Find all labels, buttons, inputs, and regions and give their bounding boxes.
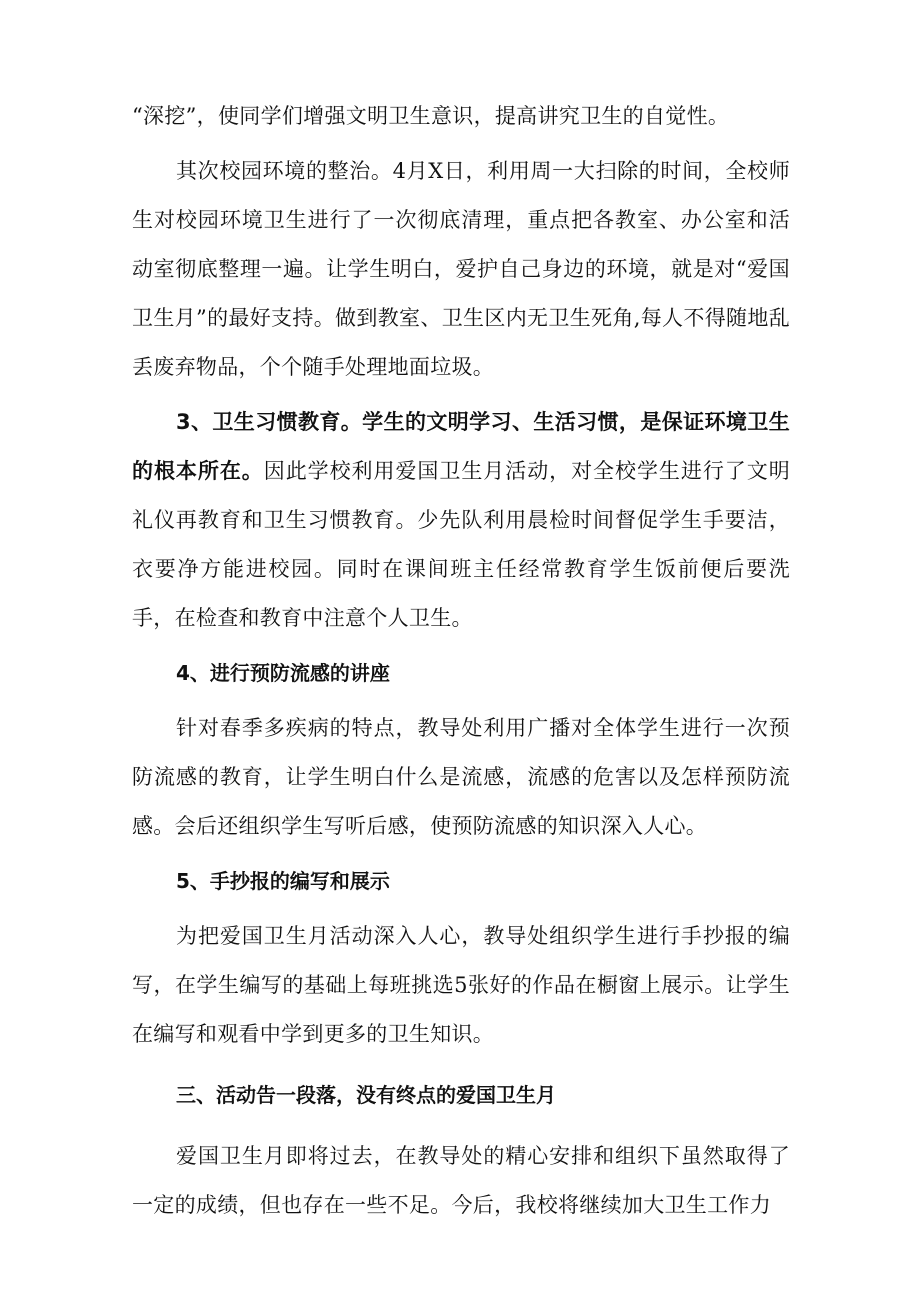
paragraph-handwritten-newspaper: 为把爱国卫生月活动深入人心，教导处组织学生进行手抄报的编写，在学生编写的基础上每班挑选5张好的作品在橱窗上展示。让学生在编写和观看中学到更多的卫生知识。 xyxy=(132,924,790,1046)
section-heading-handwritten-newspaper: 5、手抄报的编写和展示 xyxy=(176,869,390,893)
section-heading-conclusion: 三、活动告一段落，没有终点的爱国卫生月 xyxy=(176,1083,556,1107)
paragraph-conclusion: 爱国卫生月即将过去，在教导处的精心安排和组织下虽然取得了一定的成绩，但也存在一些不足。今后，我校将继续加大卫生工作力 xyxy=(132,1144,790,1217)
section-heading-flu-lecture: 4、进行预防流感的讲座 xyxy=(176,661,390,685)
paragraph-hygiene-habits-body: 因此学校利用爱国卫生月活动，对全校学生进行了文明礼仪再教育和卫生习惯教育。少先队利用晨检时间督促学生手要洁，衣要净方能进校园。同时在课间班主任经常教育学生饭前便后要洗手，在检查和教育中注意个人卫生。 xyxy=(132,459,790,630)
paragraph-flu-lecture: 针对春季多疾病的特点，教导处利用广播对全体学生进行一次预防流感的教育，让学生明白什么是流感，流感的危害以及怎样预防流感。会后还组织学生写听后感，使预防流感的知识深入人心。 xyxy=(132,716,790,838)
paragraph-hygiene-habits-lead: 3、卫生习惯教育。学生的文明学习、生活习惯，是保证环境卫生的根本所在。 xyxy=(132,410,790,483)
paragraph-hygiene-habits xyxy=(132,398,790,643)
paragraph-continuation: “深挖”，使同学们增强文明卫生意识，提高讲究卫生的自觉性。 xyxy=(132,104,730,128)
paragraph-campus-cleanup: 其次校园环境的整治。4月X日，利用周一大扫除的时间，全校师生对校园环境卫生进行了一次彻底清理，重点把各教室、办公室和活动室彻底整理一遍。让学生明白，爱护自己身边的环境，就是对“爱国卫生月”的最好支持。做到教室、卫生区内无卫生死角,每人不得随地乱丢废弃物品，个个随手处理地面垃圾。 xyxy=(132,159,790,379)
